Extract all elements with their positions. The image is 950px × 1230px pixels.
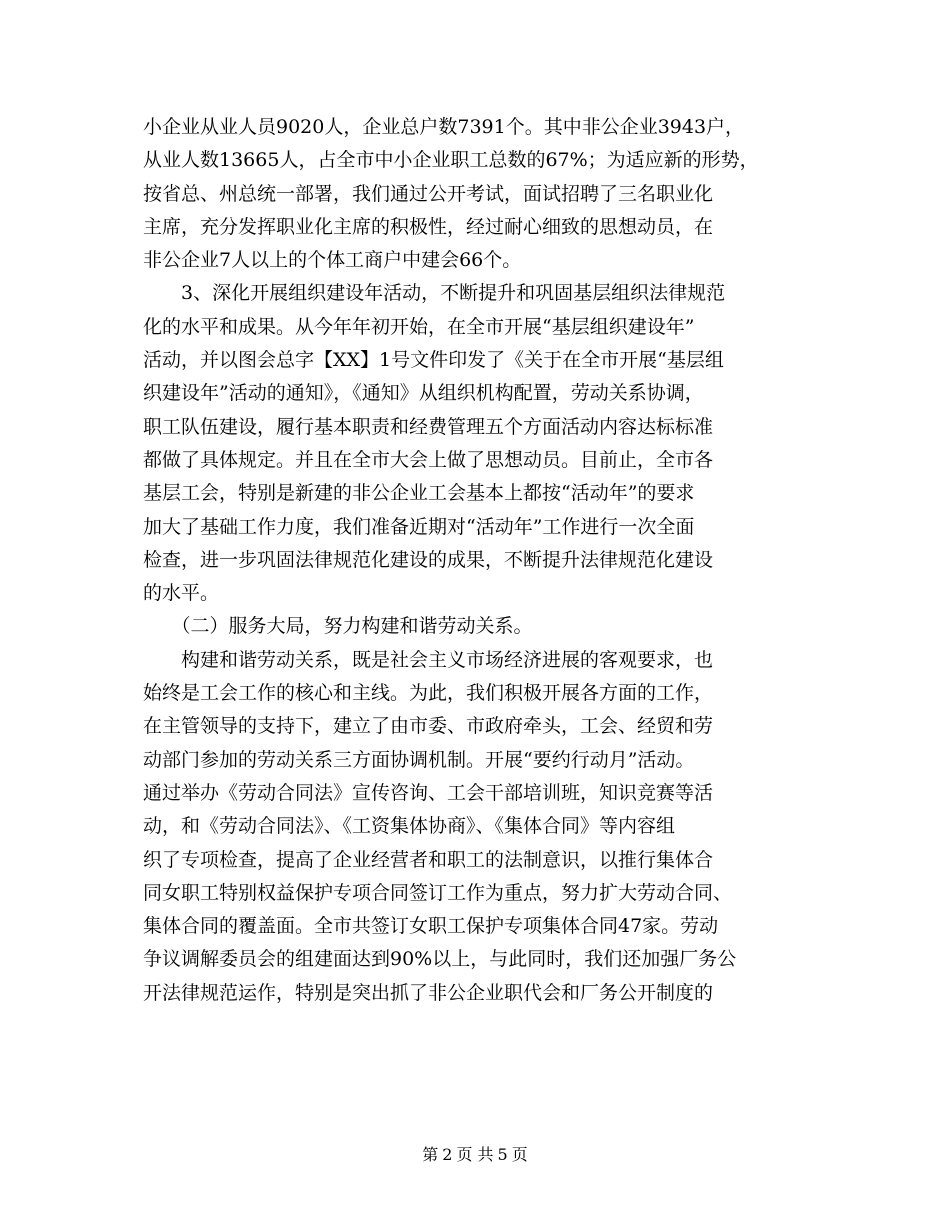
text-line: 织建设年”活动的通知》，《通知》从组织机构配置，劳动关系协调，	[143, 382, 704, 405]
text-line: 都做了具体规定。并且在全市大会上做了思想动员。目前止，全市各	[143, 448, 714, 471]
footer-total-pages: 5	[497, 1145, 508, 1164]
footer-middle: 页 共	[456, 1145, 494, 1164]
text-line: 在主管领导的支持下，建立了由市委、市政府牵头，工会、经贸和劳	[143, 715, 714, 738]
text-line: 同女职工特别权益保护专项合同签订工作为重点，努力扩大劳动合同、	[143, 881, 733, 904]
text-line: 3、深化开展组织建设年活动，不断提升和巩固基层组织法律规范	[143, 282, 726, 305]
footer-page-number: 2	[442, 1145, 453, 1164]
text-line: 开法律规范运作，特别是突出抓了非公企业职代会和厂务公开制度的	[143, 981, 714, 1004]
text-line: 职工队伍建设，履行基本职责和经费管理五个方面活动内容达标标准	[143, 415, 714, 438]
text-line: 基层工会，特别是新建的非公企业工会基本上都按“活动年”的要求	[143, 482, 695, 505]
text-line: （二）服务大局，努力构建和谐劳动关系。	[143, 615, 533, 638]
text-line: 检查，进一步巩固法律规范化建设的成果，不断提升法律规范化建设	[143, 548, 714, 571]
text-line: 非公企业7人以上的个体工商户中建会66个。	[143, 249, 522, 272]
text-line: 动部门参加的劳动关系三方面协调机制。开展“要约行动月”活动。	[143, 748, 695, 771]
footer-prefix: 第	[422, 1145, 439, 1164]
text-line: 从业人数13665人，占全市中小企业职工总数的67%；为适应新的形势，	[143, 149, 759, 172]
text-line: 主席，充分发挥职业化主席的积极性，经过耐心细致的思想动员，在	[143, 215, 714, 238]
text-line: 化的水平和成果。从今年年初开始，在全市开展“基层组织建设年”	[143, 315, 695, 338]
text-line: 争议调解委员会的组建面达到90%以上，与此同时，我们还加强厂务公	[143, 948, 737, 971]
page-footer	[0, 1142, 950, 1165]
text-line: 集体合同的覆盖面。全市共签订女职工保护专项集体合同47家。劳动	[143, 915, 719, 938]
text-line: 始终是工会工作的核心和主线。为此，我们积极开展各方面的工作，	[143, 682, 714, 705]
body-text	[143, 111, 843, 1010]
text-line: 织了专项检查，提高了企业经营者和职工的法制意识，以推行集体合	[143, 848, 714, 871]
text-line: 动，和《劳动合同法》、《工资集体协商》、《集体合同》等内容组	[143, 815, 676, 838]
text-line: 活动，并以图会总字【XX】1号文件印发了《关于在全市开展“基层组	[143, 349, 724, 372]
text-line: 构建和谐劳动关系，既是社会主义市场经济进展的客观要求，也	[143, 648, 714, 671]
text-line: 按省总、州总统一部署，我们通过公开考试，面试招聘了三名职业化	[143, 182, 714, 205]
text-line: 加大了基础工作力度，我们准备近期对“活动年”工作进行一次全面	[143, 515, 695, 538]
text-line: 的水平。	[143, 582, 220, 605]
text-line: 通过举办《劳动合同法》宣传咨询、工会干部培训班，知识竞赛等活	[143, 781, 714, 804]
footer-suffix: 页	[511, 1145, 528, 1164]
text-line: 小企业从业人员9020人，企业总户数7391个。其中非公企业3943户，	[143, 116, 745, 138]
